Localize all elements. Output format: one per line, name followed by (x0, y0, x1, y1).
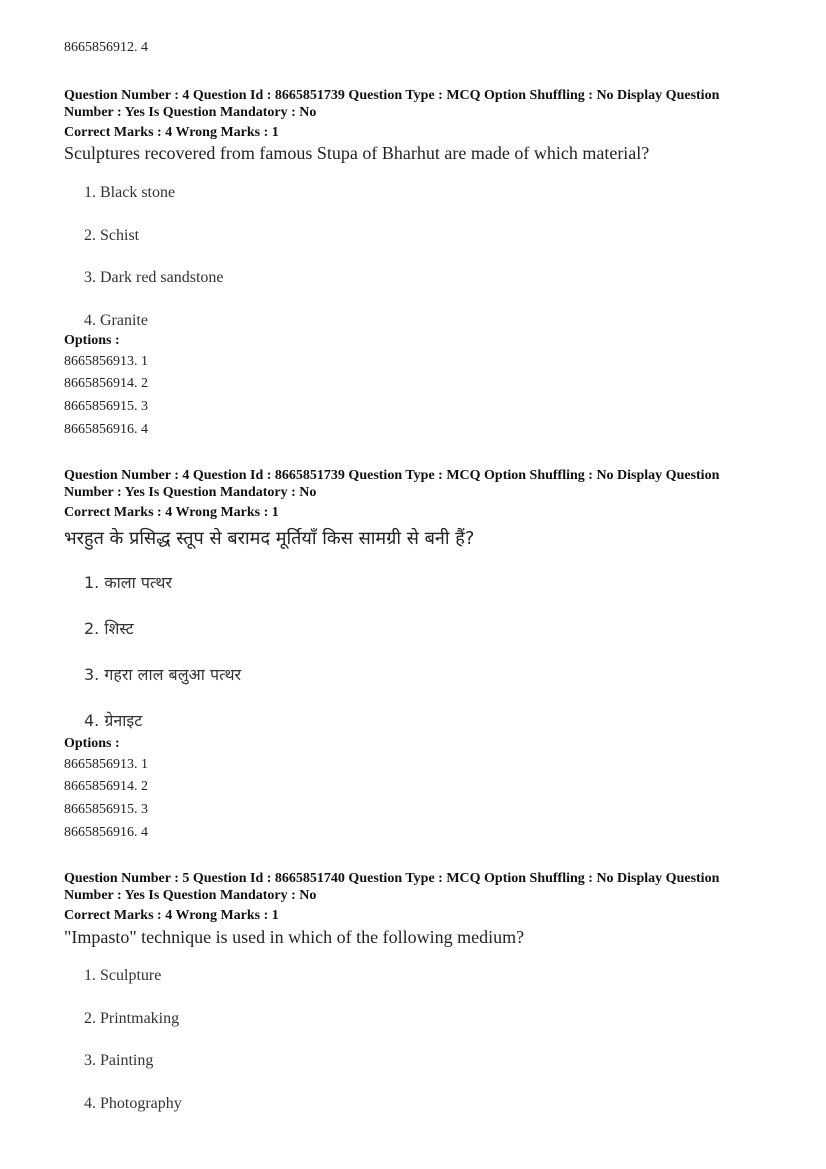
option-id-2: 8665856914. 2 (64, 779, 148, 794)
choice-3: 3. Dark red sandstone (84, 269, 224, 286)
options-label: Options : (64, 333, 120, 348)
option-id-1: 8665856913. 1 (64, 757, 148, 772)
question-meta-line1: Question Number : 5 Question Id : 8665851740 Question Type : MCQ Option Shuffling : No Display Question (64, 871, 720, 886)
option-id-4: 8665856916. 4 (64, 825, 148, 840)
choice-2: 2. शिस्ट (84, 619, 134, 638)
marks-line: Correct Marks : 4 Wrong Marks : 1 (64, 505, 279, 520)
choice-4: 4. ग्रेनाइट (84, 711, 143, 730)
marks-line: Correct Marks : 4 Wrong Marks : 1 (64, 125, 279, 140)
question-text: "Impasto" technique is used in which of the following medium? (64, 927, 525, 947)
choice-4: 4. Granite (84, 312, 148, 329)
option-id-1: 8665856913. 1 (64, 354, 148, 369)
question-meta-line2: Number : Yes Is Question Mandatory : No (64, 105, 317, 120)
option-id-2: 8665856914. 2 (64, 376, 148, 391)
choice-2: 2. Printmaking (84, 1010, 180, 1027)
question-meta-line2: Number : Yes Is Question Mandatory : No (64, 888, 317, 903)
previous-option-id: 8665856912. 4 (64, 40, 148, 55)
options-label: Options : (64, 736, 120, 751)
question-text: भरहुत के प्रसिद्ध स्तूप से बरामद मूर्तियाँ किस सामग्री से बनी हैं? (64, 528, 475, 549)
question-meta-line2: Number : Yes Is Question Mandatory : No (64, 485, 317, 500)
choice-1: 1. Black stone (84, 184, 176, 201)
question-meta-line1: Question Number : 4 Question Id : 8665851739 Question Type : MCQ Option Shuffling : No Display Question (64, 88, 720, 103)
choice-3: 3. Painting (84, 1052, 154, 1069)
question-text: Sculptures recovered from famous Stupa of Bharhut are made of which material? (64, 143, 650, 163)
choice-1: 1. काला पत्थर (84, 573, 172, 592)
choice-4: 4. Photography (84, 1095, 182, 1112)
choice-2: 2. Schist (84, 227, 140, 244)
marks-line: Correct Marks : 4 Wrong Marks : 1 (64, 908, 279, 923)
choice-3: 3. गहरा लाल बलुआ पत्थर (84, 665, 242, 684)
option-id-4: 8665856916. 4 (64, 422, 148, 437)
option-id-3: 8665856915. 3 (64, 802, 148, 817)
choice-1: 1. Sculpture (84, 967, 162, 984)
option-id-3: 8665856915. 3 (64, 399, 148, 414)
question-meta-line1: Question Number : 4 Question Id : 8665851739 Question Type : MCQ Option Shuffling : No Display Question (64, 468, 720, 483)
